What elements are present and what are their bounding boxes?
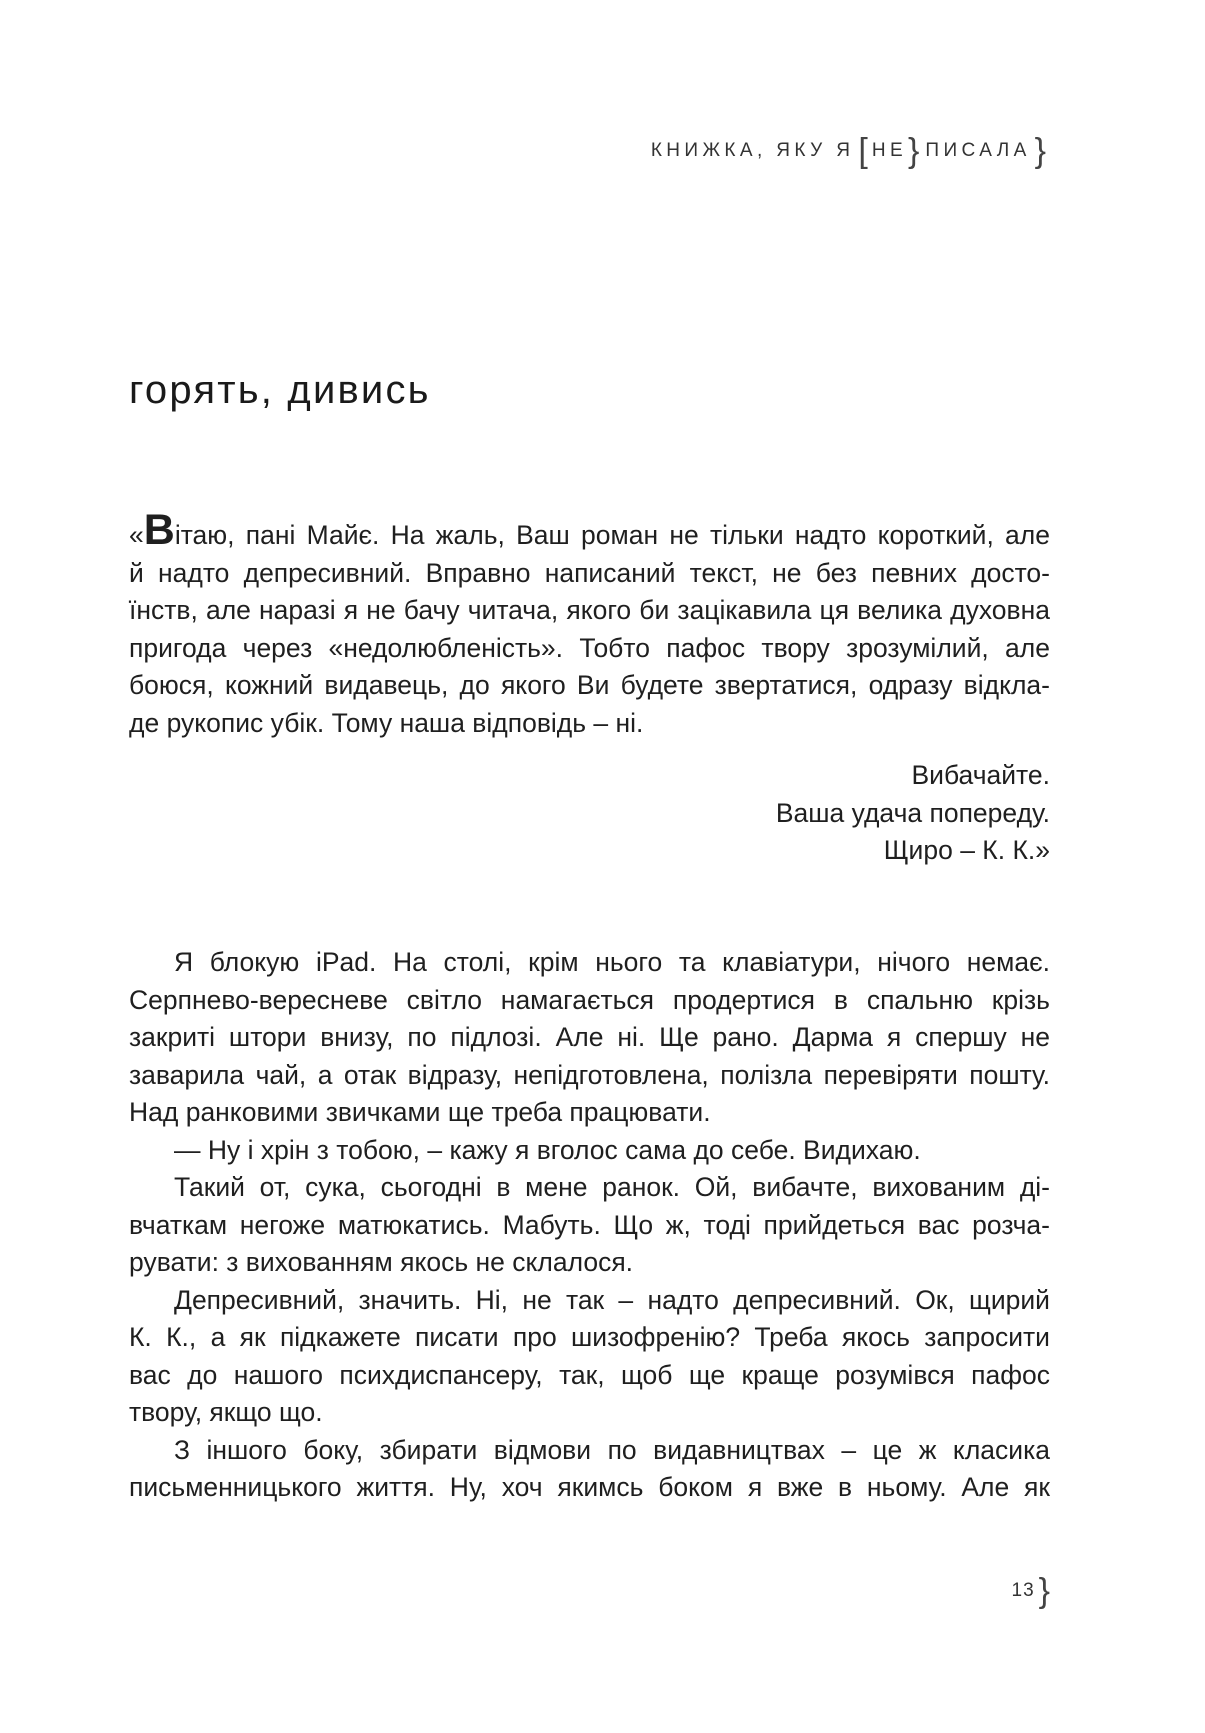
running-head bbox=[651, 134, 1050, 168]
letter-open-quote: « bbox=[129, 520, 144, 550]
page-number bbox=[1012, 1574, 1051, 1608]
running-head-close-bracket: } bbox=[908, 132, 920, 170]
body-line: твору, якщо що. bbox=[129, 1397, 323, 1427]
body-line: рувати: з вихованням якось не склалося. bbox=[129, 1247, 634, 1277]
letter-line: пригода через «недолюбленість». Тобто пафос твору зрозумілий, але bbox=[129, 632, 1050, 663]
letter-line: боюся, кожний видавець, до якого Ви будете звертатися, одразу відкла- bbox=[129, 670, 1050, 700]
running-head-text-before: КНИЖКА, ЯКУ Я bbox=[650, 140, 855, 161]
page-number-value: 13 bbox=[1011, 1580, 1035, 1601]
signoff-line: Вибачайте. bbox=[911, 760, 1050, 790]
body-line: вчаткам негоже матюкатись. Мабуть. Що ж, тоді прийдеться вас розча- bbox=[129, 1209, 1050, 1240]
body-line: заварила чай, а отак відразу, непідготовлена, полізла перевіряти пошту. bbox=[129, 1059, 1050, 1090]
chapter-title: горять, дивись bbox=[129, 368, 431, 412]
body-line: вас до нашого психдиспансеру, так, щоб ще краще розумівся пафос bbox=[129, 1359, 1050, 1390]
body-line: Депресивний, значить. Ні, не так – надто депресивний. Ок, щирий bbox=[174, 1284, 1050, 1315]
body-line: — Ну і хрін з тобою, – кажу я вголос сама до себе. Видихаю. bbox=[174, 1134, 921, 1165]
letter-signoff bbox=[129, 757, 1050, 870]
running-head-open-bracket: [ bbox=[858, 132, 868, 170]
letter-line: де рукопис убік. Тому наша відповідь – ні. bbox=[129, 707, 644, 738]
dropcap: В bbox=[143, 506, 175, 554]
signoff-line: Ваша удача попереду. bbox=[775, 797, 1050, 828]
body-line: Над ранковими звичками ще треба працювати. bbox=[129, 1097, 711, 1127]
letter-line: «Вітаю, пані Майє. На жаль, Ваш роман не тільки надто короткий, але bbox=[129, 506, 1050, 554]
running-head-text-after: ПИСАЛА bbox=[925, 140, 1031, 161]
letter-block bbox=[129, 506, 1050, 742]
body-line: Я блокую iPad. На столі, крім нього та клавіатури, нічого немає. bbox=[174, 947, 1050, 977]
letter-line: їнств, але наразі я не бачу читача, якого би зацікавила ця велика духовна bbox=[129, 595, 1050, 625]
body-text bbox=[129, 944, 1050, 1507]
body-line: Серпнево-вересневе світло намагається продертися в спальню крізь bbox=[129, 984, 1050, 1015]
body-line: закриті штори внизу, по підлозі. Але ні. Ще рано. Дарма я спершу не bbox=[129, 1022, 1050, 1052]
letter-line: й надто депресивний. Вправно написаний текст, не без певних досто- bbox=[129, 557, 1050, 588]
signoff-line: Щиро – К. К.» bbox=[883, 835, 1050, 865]
body-line: З іншого боку, збирати відмови по видавництвах – це ж класика bbox=[174, 1434, 1050, 1465]
running-head-negation: НЕ bbox=[871, 140, 908, 161]
page-number-brace: } bbox=[1038, 1572, 1050, 1610]
running-head-end-brace: } bbox=[1034, 132, 1046, 170]
body-line: Такий от, сука, сьогодні в мене ранок. Ой, вибачте, вихованим ді- bbox=[174, 1172, 1050, 1202]
body-line: письменницького життя. Ну, хоч якимсь боком я вже в ньому. Але як bbox=[129, 1472, 1050, 1502]
body-line: К. К., а як підкажете писати про шизофренію? Треба якось запросити bbox=[129, 1322, 1050, 1352]
